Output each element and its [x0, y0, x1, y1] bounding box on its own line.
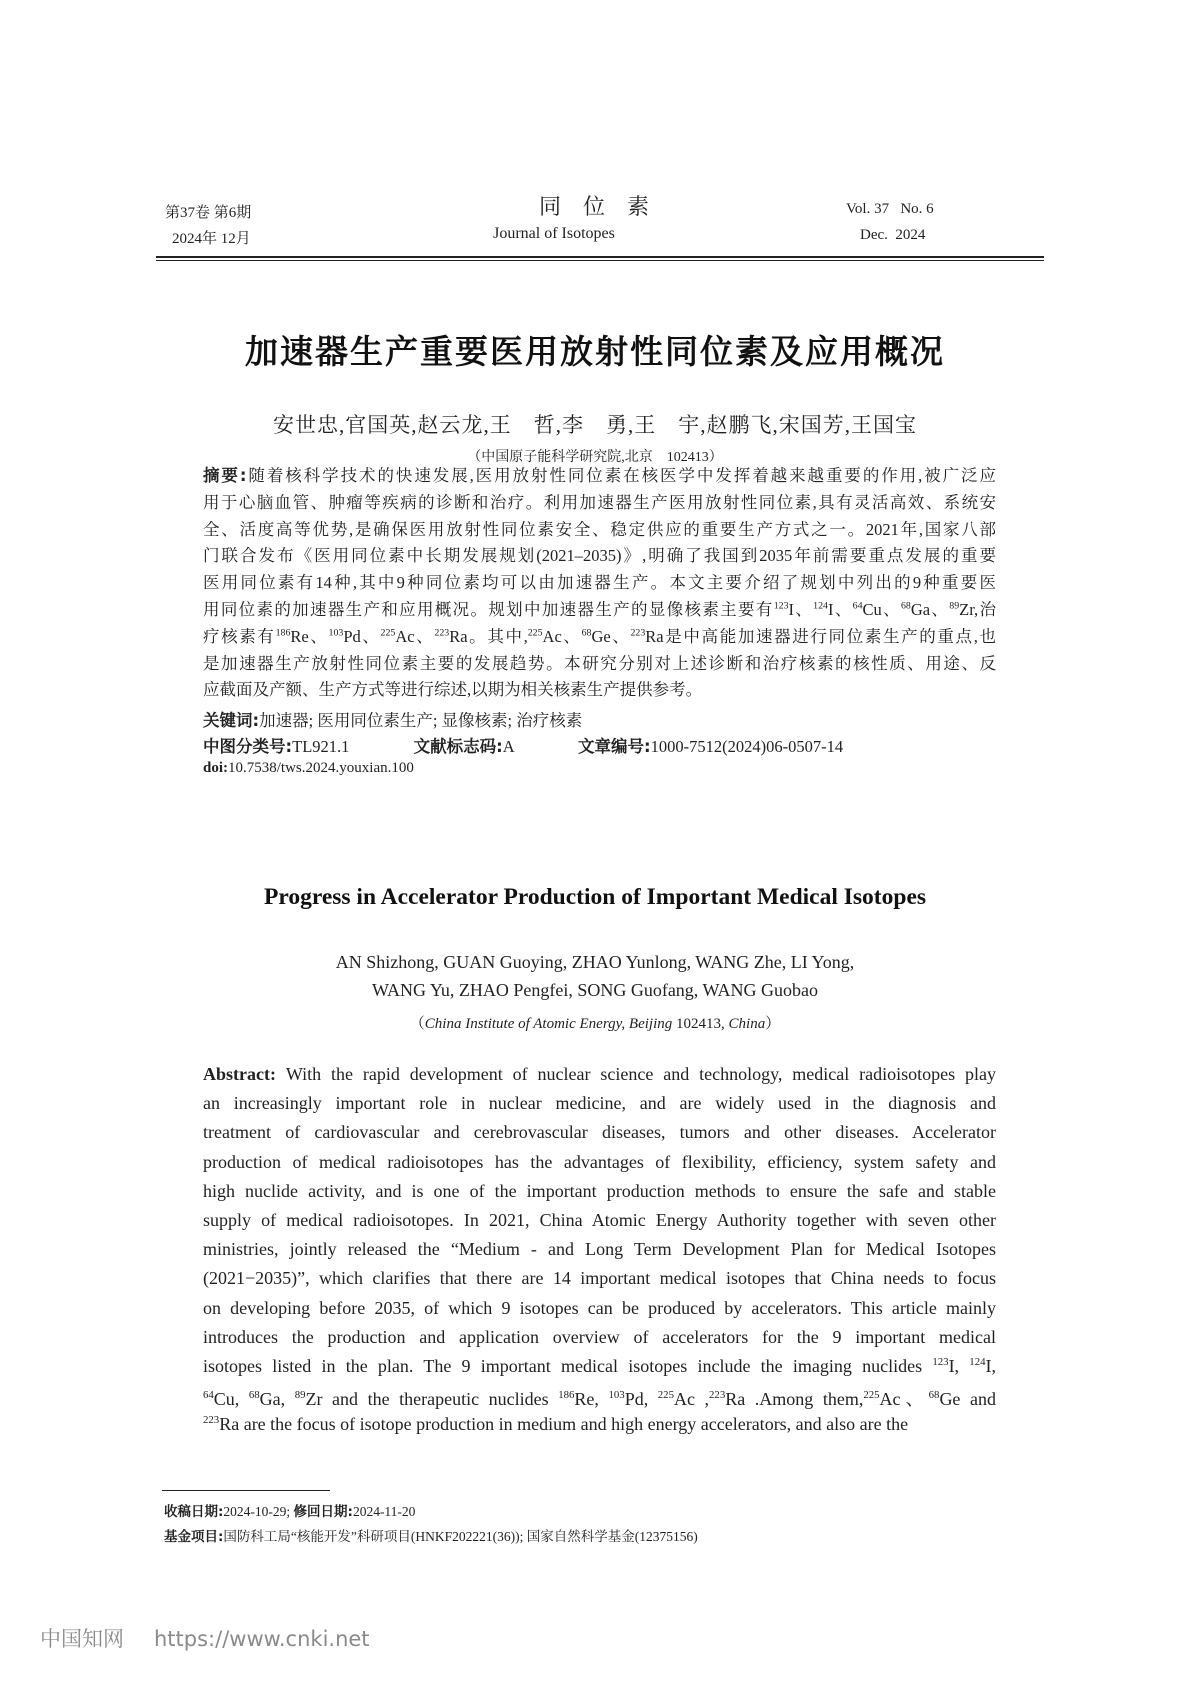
isotope-mass-number: 225	[380, 627, 396, 639]
clc-label: 中图分类号:	[203, 737, 293, 756]
affiliation-en	[0, 1012, 1190, 1033]
footnote-dates	[164, 1500, 415, 1520]
isotope-mass-number: 89	[294, 1389, 306, 1402]
isotope-mass-number: 225	[657, 1389, 674, 1402]
abstract-en-line: ministries, jointly released the “Medium - and Long Term Development Plan for Medical Isotopes	[203, 1239, 996, 1260]
doi-value[interactable]: 10.7538/tws.2024.youxian.100	[228, 760, 414, 776]
isotope-mass-number: 186	[558, 1389, 575, 1402]
abstract-en-line: on developing before 2035, of which 9 isotopes can be produced by accelerators. This article mainly	[203, 1297, 996, 1318]
article-number-label: 文章编号:	[578, 737, 651, 756]
doi-line	[203, 760, 414, 777]
keywords-value: 加速器; 医用同位素生产; 显像核素; 治疗核素	[259, 711, 583, 730]
abstract-cn-line: 用于心脑血管、肿瘤等疾病的诊断和治疗。利用加速器生产医用放射性同位素,具有灵活高效、系统安	[203, 492, 996, 512]
abstract-en-line: (2021−2035)”, which clarifies that there are 14 important medical isotopes that China needs to focus	[203, 1268, 996, 1289]
abstract-cn-line: 疗核素有$^{186}$Re、$^{103}$Pd、$^{225}$Ac、$^{223}$Ra。其中,$^{225}$Ac、$^{68}$Ge、$^{223}$Ra是中高能加速器进行同位素生产的重点,也	[203, 626, 996, 646]
abstract-cn-line: 应截面及产额、生产方式等进行综述,以期为相关核素生产提供参考。	[203, 680, 703, 700]
revised-value: 2024-11-20	[352, 1504, 416, 1519]
isotope-mass-number: 123	[773, 600, 789, 612]
clc-value: TL921.1	[292, 737, 350, 756]
isotope-mass-number: 89	[949, 600, 960, 612]
abstract-cn-label: 摘要:	[203, 466, 247, 485]
authors-cn: 安世忠,官国英,赵云龙,王 哲,李 勇,王 宇,赵鹏飞,宋国芳,王国宝	[273, 413, 917, 437]
abstract-en-line: introduces the production and application overview of accelerators for the 9 important medical	[203, 1326, 996, 1347]
affiliation-country: China	[728, 1016, 766, 1032]
abstract-en-line: $^{223}$Ra are the focus of isotope production in medium and high energy accelerators, and also are the	[203, 1414, 909, 1435]
cnki-url[interactable]: https://www.cnki.net	[154, 1627, 370, 1651]
header-rule-thick	[156, 256, 1044, 258]
authors-en-line1: AN Shizhong, GUAN Guoying, ZHAO Yunlong, WANG Zhe, LI Yong,	[335, 952, 855, 972]
received-label: 收稿日期:	[164, 1504, 224, 1520]
abstract-en-line: supply of medical radioisotopes. In 2021, China Atomic Energy Authority together with seven other	[203, 1210, 996, 1230]
affiliation-close-paren: ）	[765, 1016, 781, 1032]
isotope-mass-number: 225	[527, 627, 543, 639]
isotope-mass-number: 225	[863, 1389, 880, 1402]
affiliation-postcode: 102413,	[672, 1016, 729, 1032]
article-number-value: 1000-7512(2024)06-0507-14	[650, 737, 844, 756]
article-title-cn: 加速器生产重要医用放射性同位素及应用概况	[245, 332, 945, 371]
doc-code-label: 文献标志码:	[413, 737, 503, 756]
header-rule-thin	[156, 260, 1044, 261]
affiliation-open-paren: （	[409, 1016, 425, 1032]
isotope-mass-number: 64	[852, 600, 863, 612]
abstract-cn	[203, 462, 996, 722]
isotope-mass-number: 103	[608, 1389, 625, 1402]
journal-name-en: Journal of Isotopes	[493, 225, 615, 242]
doi-label: doi:	[203, 760, 229, 776]
isotope-mass-number: 68	[928, 1389, 940, 1402]
abstract-en-line: an increasingly important role in nuclear medicine, and are widely used in the diagnosis and	[203, 1093, 996, 1114]
keywords-cn	[203, 707, 582, 731]
isotope-mass-number: 124	[813, 600, 828, 612]
abstract-cn-line: 医用同位素有14种,其中9种同位素均可以由加速器生产。本文主要介绍了规划中列出的9种重要医	[203, 573, 996, 593]
abstract-en-line: high nuclide activity, and is one of the important production methods to ensure the safe and stable	[203, 1180, 996, 1201]
affiliation-cn: （中国原子能科学研究院,北京 102413）	[467, 450, 723, 465]
volume-issue: 第37卷 第6期	[165, 205, 252, 221]
publication-date-cn: 2024年 12月	[172, 231, 251, 247]
isotope-mass-number: 186	[275, 627, 291, 639]
doc-code-value: A	[502, 737, 514, 756]
cnki-brand: 中国知网	[40, 1627, 124, 1651]
abstract-en-line: treatment of cardiovascular and cerebrovascular diseases, tumors and other diseases. Accelerator	[203, 1122, 996, 1143]
abstract-cn-line: 全、活度高等优势,是确保医用放射性同位素安全、稳定供应的重要生产方式之一。2021年,国家八部	[203, 519, 996, 539]
isotope-mass-number: 68	[248, 1389, 260, 1402]
keywords-label: 关键词:	[203, 711, 260, 730]
abstract-en-line: Abstract: With the rapid development of nuclear science and technology, medical radioisotopes play	[203, 1064, 996, 1084]
fund-value: 国防科工局“核能开发”科研项目(HNKF202221(36)); 国家自然科学基金(12375156)	[223, 1529, 698, 1544]
received-value: 2024-10-29;	[223, 1504, 294, 1519]
isotope-mass-number: 64	[203, 1389, 214, 1402]
isotope-mass-number: 223	[203, 1414, 220, 1427]
isotope-mass-number: 123	[932, 1356, 949, 1368]
fund-label: 基金项目:	[164, 1529, 224, 1545]
affiliation-institute: China Institute of Atomic Energy, Beijing	[424, 1016, 673, 1032]
footnote-fund	[164, 1525, 698, 1545]
abstract-cn-line: 摘要:随着核科学技术的快速发展,医用放射性同位素在核医学中发挥着越来越重要的作用,被广泛应	[203, 466, 996, 485]
isotope-mass-number: 223	[709, 1389, 726, 1402]
isotope-mass-number: 223	[630, 627, 646, 639]
abstract-en-label: Abstract:	[203, 1064, 286, 1084]
abstract-en-line: isotopes listed in the plan. The 9 important medical isotopes include the imaging nuclides $^{123}$I, $^{124}$I,	[203, 1356, 996, 1376]
abstract-en-line: production of medical radioisotopes has the advantages of flexibility, efficiency, system safety and	[203, 1151, 996, 1172]
abstract-cn-line: 门联合发布《医用同位素中长期发展规划(2021–2035)》,明确了我国到2035年前需要重点发展的重要	[203, 546, 996, 566]
revised-label: 修回日期:	[293, 1504, 353, 1520]
abstract-cn-line: 是加速器生产放射性同位素主要的发展趋势。本研究分别对上述诊断和治疗核素的核性质、用途、反	[203, 653, 996, 673]
volume-issue-en: Vol. 37 No. 6	[846, 201, 934, 217]
isotope-mass-number: 68	[581, 627, 592, 639]
article-title-en: Progress in Accelerator Production of Important Medical Isotopes	[263, 884, 927, 910]
abstract-en-line: $^{64}$Cu, $^{68}$Ga, $^{89}$Zr and the therapeutic nuclides $^{186}$Re, $^{103}$Pd, $^{225}$Ac ,$^{223}$Ra .Among them,$^{225}$Ac、$^{68}$Ge and	[203, 1389, 996, 1410]
abstract-cn-line: 用同位素的加速器生产和应用概况。规划中加速器生产的显像核素主要有$^{123}$I、$^{124}$I、$^{64}$Cu、$^{68}$Ga、$^{89}$Zr,治	[203, 600, 997, 619]
abstract-en	[203, 1064, 996, 1454]
isotope-mass-number: 223	[434, 627, 450, 639]
publication-date-en: Dec. 2024	[860, 227, 926, 243]
isotope-mass-number: 68	[900, 600, 911, 612]
cnki-watermark	[40, 1623, 370, 1653]
isotope-mass-number: 103	[328, 627, 344, 639]
classification-line	[203, 733, 843, 757]
footnote-rule	[162, 1490, 330, 1491]
authors-en-line2: WANG Yu, ZHAO Pengfei, SONG Guofang, WANG Guobao	[372, 980, 818, 1000]
journal-name-cn: 同位素	[538, 194, 671, 219]
isotope-mass-number: 124	[969, 1356, 986, 1368]
